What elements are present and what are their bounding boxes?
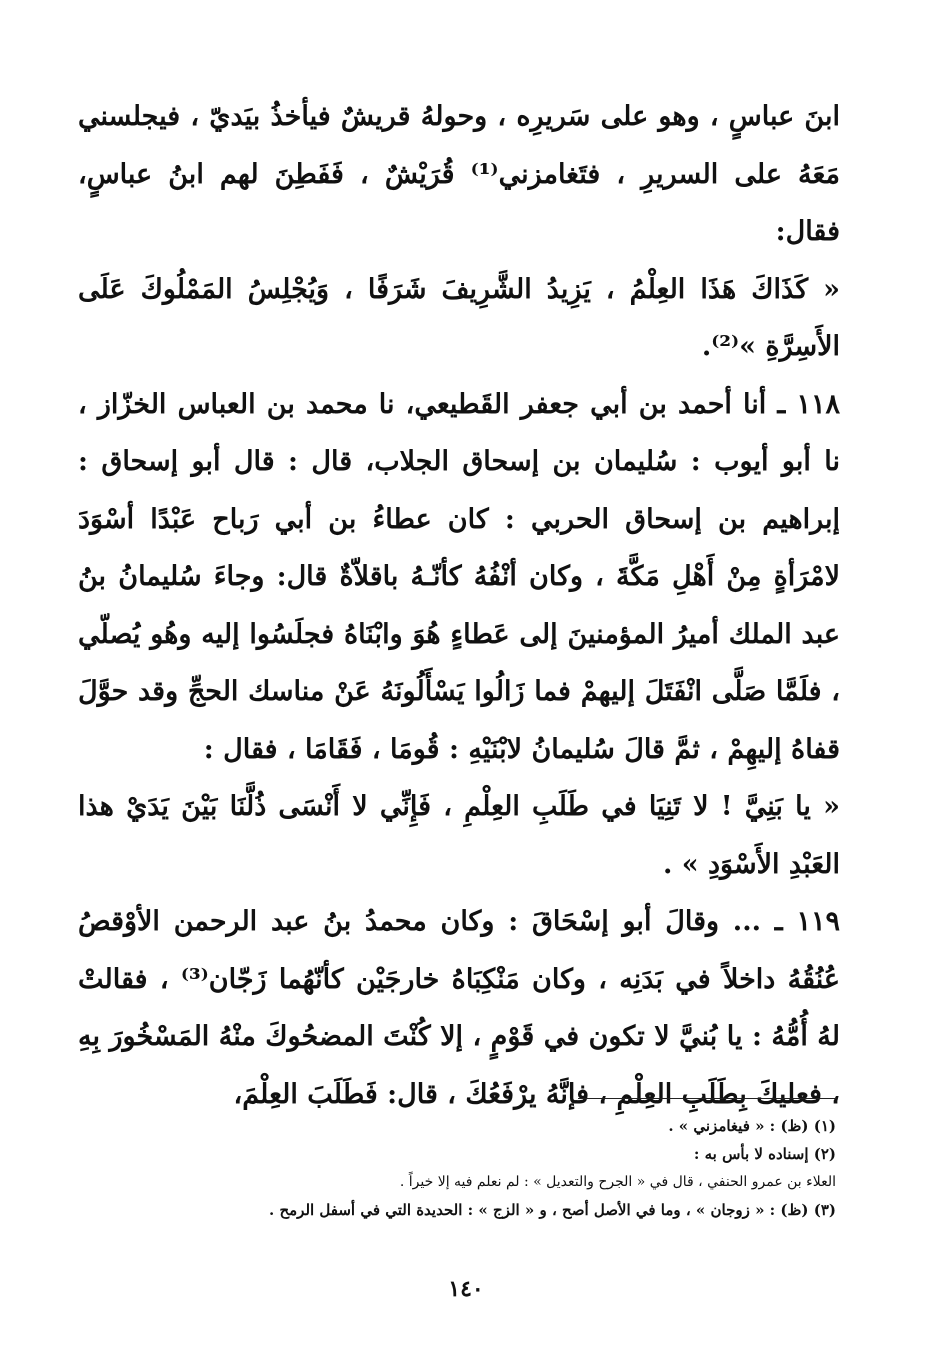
footnote-divider: [578, 1098, 836, 1099]
quote-sulayman: « يا بَنِيَّ ! لا تَنِيَا في طَلَبِ العِلْمِ ، فَإِنِّي لا أَنْسَى ذُلَّنَا بَيْنَ يَدَيْ هذا العَبْدِ الأَسْوَدِ » .: [78, 791, 840, 880]
page-number: ١٤٠: [448, 1276, 484, 1302]
footnote-3: (٣) (ظ) : « زوجان » ، وما في الأصل أصح ، و « الزج » : الحديدة التي في أسفل الرمح .: [269, 1201, 836, 1219]
main-text: [78, 88, 840, 1123]
footnote-1: (١) (ظ) : « فيغامزني » .: [668, 1117, 836, 1135]
hadith-118: ١١٨ ـ أنا أحمد بن أبي جعفر القَطيعي، نا محمد بن العباس الخزّاز ، نا أبو أيوب : سُليمان بن إسحاق الجلاب، قال : قال أبو إسحاق : إبراهيم بن إسحاق الحربي : كان عطاءُ بن أبي رَباح عَبْدًا أسْوَدَ لامْرَأةٍ مِنْ أَهْلِ مَكَّةَ ، وكان أنْفُهُ كأنّـهُ باقلاّةٌ قال: وجاءَ سُليمانُ بنُ عبد الملك أميرُ المؤمنينَ إلى عَطاءٍ هُوَ وابْنَاهُ فجلَسُوا إليه وهُو يُصلّي ، فلَمَّا صَلَّى انْفَتَلَ إليهمْ فما زَالُوا يَسْأَلُونَهُ عَنْ مناسك الحجِّ وقد حوَّلَ قفاهُ إليهِمْ ، ثمَّ قالَ سُليمانُ لابْنَيْهِ : قُومَا ، فَقَامَا ، فقال :: [78, 388, 840, 765]
footnote-2-detail: العلاء بن عمرو الحنفي ، قال في « الجرح والتعديل » : لم نعلم فيه إلا خيراً .: [399, 1174, 836, 1190]
footnote-2: (٢) إسناده لا بأس به :: [693, 1145, 836, 1163]
footnotes: [150, 1112, 836, 1224]
hadith-119: ١١٩ ـ ... وقالَ أبو إسْحَاقَ : وكان محمدُ بنُ عبد الرحمن الأوْقصُ عُنُقُهُ داخلاً في بَدَنِه ، وكان مَنْكِبَاهُ خارجَيْن كأنّهُما زَجّان⁽³⁾ ، فقالتْ لهُ أُمُّهُ : يا بُنيَّ لا تكون في قَوْمٍ ، إلا كُنْتَ المضحُوكَ منْهُ المَسْخُورَ بِهِ ، فعليكَ بِطَلَبِ العِلْمِ ، فإنَّهُ يرْفَعُكَ ، قال: فَطَلَبَ العِلْمَ،: [78, 906, 840, 1110]
quote-ibn-abbas: « كَذَاكَ هَذَا العِلْمُ ، يَزِيدُ الشَّرِيفَ شَرَفًا ، وَيُجْلِسُ المَمْلُوكَ عَلَى الأَسِرَّةِ »⁽²⁾.: [78, 273, 840, 362]
paragraph-continuation: ابنَ عباسٍ ، وهو على سَريرِه ، وحولهُ قريشٌ فيأخذُ بيَديّ ، فيجلسني مَعَهُ على السريرِ ، فتَغامزني⁽¹⁾ قُرَيْشٌ ، فَفَطِنَ لهم ابنُ عباسٍ، فقال:: [78, 101, 840, 247]
